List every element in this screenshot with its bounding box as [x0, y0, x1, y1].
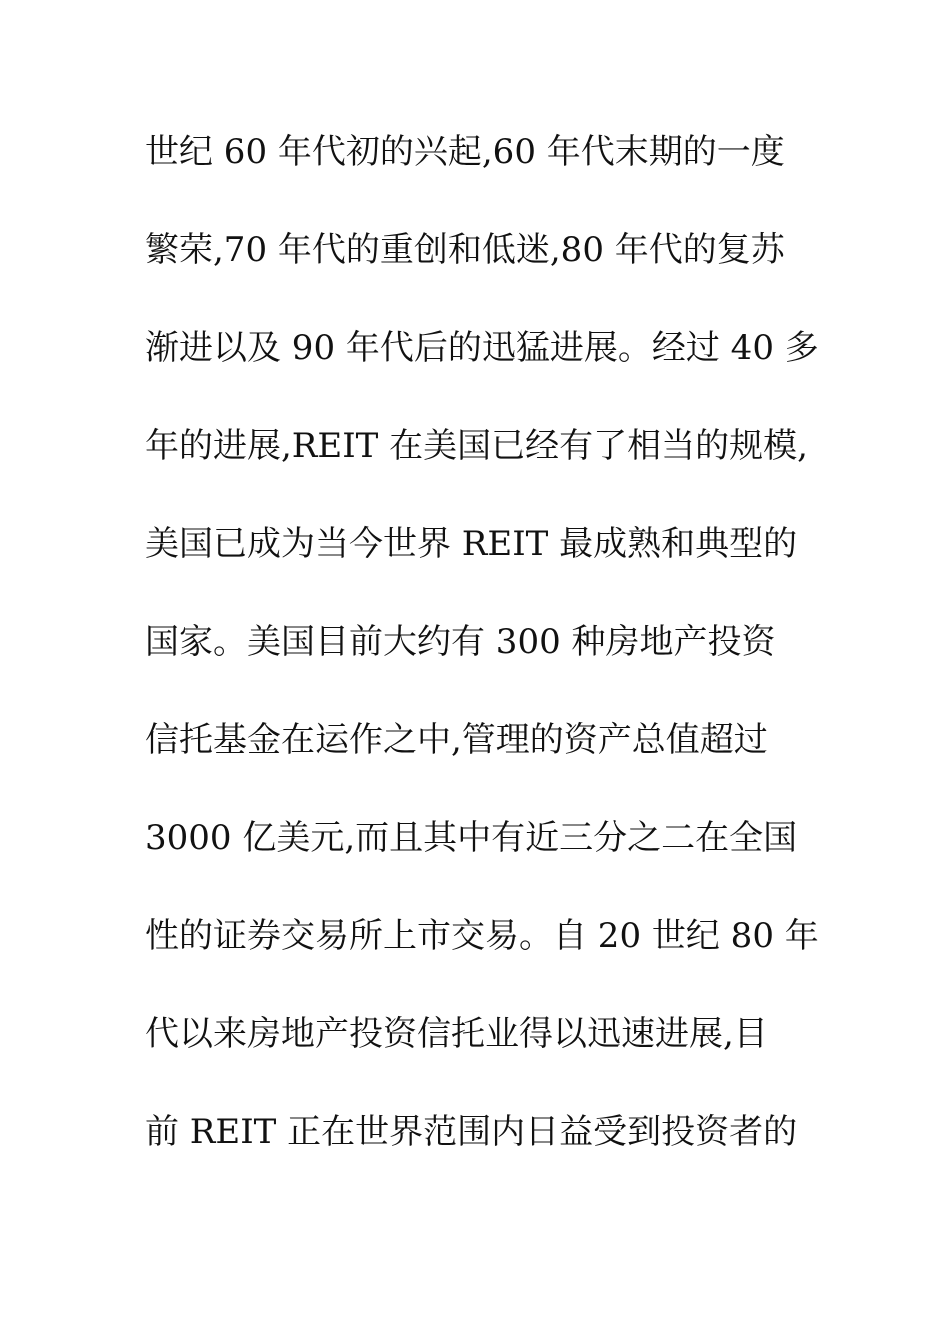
text-line: 信托基金在运作之中,管理的资产总值超过 [145, 720, 768, 760]
text-line: 渐进以及 90 年代后的迅猛进展。经过 40 多 [145, 328, 819, 368]
text-line: 3000 亿美元,而且其中有近三分之二在全国 [145, 818, 798, 858]
text-line: 美国已成为当今世界 REIT 最成熟和典型的 [145, 524, 798, 564]
text-line: 国家。美国目前大约有 300 种房地产投资 [145, 622, 776, 662]
text-line: 世纪 60 年代初的兴起,60 年代末期的一度 [145, 132, 785, 172]
text-line: 性的证券交易所上市交易。自 20 世纪 80 年 [145, 916, 819, 956]
body-text [145, 126, 825, 1204]
text-line: 繁荣,70 年代的重创和低迷,80 年代的复苏 [145, 230, 785, 270]
text-line: 前 REIT 正在世界范围内日益受到投资者的 [145, 1112, 798, 1152]
text-line: 代以来房地产投资信托业得以迅速进展,目 [145, 1014, 768, 1054]
text-line: 年的进展,REIT 在美国已经有了相当的规模, [145, 426, 808, 466]
